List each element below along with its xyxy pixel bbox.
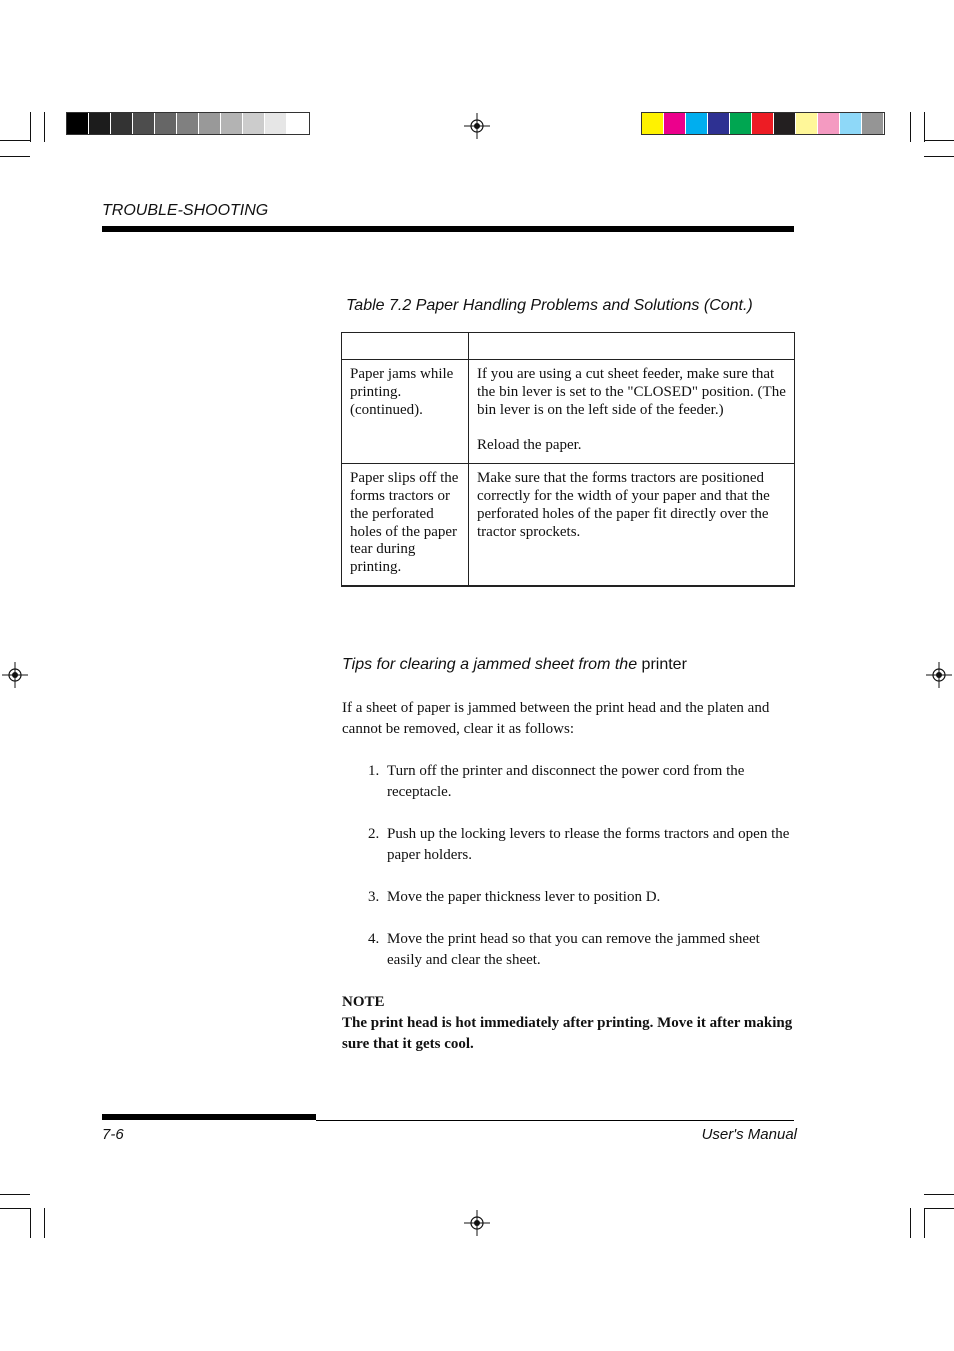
- footer-rule: [102, 1114, 316, 1120]
- step-number: 4.: [368, 931, 380, 947]
- crop-mark: [0, 156, 30, 157]
- tips-heading: [342, 656, 687, 674]
- grayscale-color-bar: [66, 112, 310, 135]
- table-header-row: [342, 333, 795, 360]
- solution-text: If you are using a cut sheet feeder, make sure that the bin lever is set to the "CLOSED" position. (The bin lever is on the left side of the feeder.): [477, 366, 786, 418]
- header-rule: [102, 226, 794, 232]
- step-text: Turn off the printer and disconnect the power cord from the receptacle.: [387, 763, 745, 800]
- solution-text: Make sure that the forms tractors are positioned correctly for the width of your paper and that the perforated holes of the paper fit directly over the tractor sprockets.: [477, 470, 770, 540]
- registration-mark-icon: [464, 113, 490, 139]
- color-swatch: [199, 113, 221, 134]
- color-swatch: [642, 113, 664, 134]
- step-text: Move the print head so that you can remove the jammed sheet easily and clear the sheet.: [387, 931, 760, 968]
- crop-mark: [924, 112, 925, 142]
- list-item: [368, 824, 798, 866]
- table-header-cell: [342, 333, 469, 360]
- step-text: Move the paper thickness lever to position D.: [387, 889, 661, 905]
- crop-mark: [44, 112, 45, 142]
- crop-mark: [924, 1208, 954, 1209]
- footer-rule: [316, 1120, 794, 1121]
- registration-mark-icon: [464, 1210, 490, 1236]
- crop-mark: [44, 1208, 45, 1238]
- color-swatch: [796, 113, 818, 134]
- color-swatch: [221, 113, 243, 134]
- color-swatch: [774, 113, 796, 134]
- process-color-bar: [641, 112, 885, 135]
- color-swatch: [133, 113, 155, 134]
- color-swatch: [89, 113, 111, 134]
- step-number: 2.: [368, 826, 380, 842]
- color-swatch: [840, 113, 862, 134]
- problems-table: [341, 332, 795, 587]
- table-row: [342, 464, 795, 586]
- crop-mark: [30, 1208, 31, 1238]
- crop-mark: [924, 140, 954, 141]
- color-swatch: [155, 113, 177, 134]
- crop-mark: [0, 1208, 30, 1209]
- list-item: [368, 887, 798, 908]
- crop-mark: [924, 1194, 954, 1195]
- manual-title: User's Manual: [701, 1126, 797, 1143]
- registration-mark-icon: [926, 662, 952, 688]
- registration-mark-icon: [2, 662, 28, 688]
- section-title: TROUBLE-SHOOTING: [102, 202, 269, 219]
- solution-text: Reload the paper.: [477, 437, 582, 454]
- color-swatch: [818, 113, 840, 134]
- color-swatch: [177, 113, 199, 134]
- color-swatch: [686, 113, 708, 134]
- color-swatch: [752, 113, 774, 134]
- step-number: 1.: [368, 763, 380, 779]
- list-item: [368, 929, 798, 971]
- step-number: 3.: [368, 889, 380, 905]
- crop-mark: [0, 140, 30, 141]
- crop-mark: [0, 1194, 30, 1195]
- solution-cell: [469, 360, 795, 464]
- tips-heading-plain: printer: [641, 656, 687, 673]
- note-label: NOTE: [342, 994, 385, 1010]
- crop-mark: [910, 1208, 911, 1238]
- problem-cell: Paper jams while printing. (continued).: [342, 360, 469, 464]
- color-swatch: [862, 113, 884, 134]
- page-number: 7-6: [102, 1126, 124, 1143]
- color-swatch: [111, 113, 133, 134]
- step-text: Push up the locking levers to rlease the forms tractors and open the paper holders.: [387, 826, 790, 863]
- crop-mark: [910, 112, 911, 142]
- color-swatch: [243, 113, 265, 134]
- crop-mark: [924, 156, 954, 157]
- color-swatch: [730, 113, 752, 134]
- color-swatch: [287, 113, 309, 134]
- crop-mark: [30, 112, 31, 142]
- crop-mark: [924, 1208, 925, 1238]
- color-swatch: [265, 113, 287, 134]
- solution-cell: [469, 464, 795, 586]
- color-swatch: [664, 113, 686, 134]
- tips-heading-italic: Tips for clearing a jammed sheet from the: [342, 656, 642, 673]
- note-text: The print head is hot immediately after printing. Move it after making sure that it gets cool.: [342, 1015, 793, 1052]
- table-caption: Table 7.2 Paper Handling Problems and Solutions (Cont.): [346, 297, 753, 314]
- table-header-cell: [469, 333, 795, 360]
- problem-cell: Paper slips off the forms tractors or the perforated holes of the paper tear during printing.: [342, 464, 469, 586]
- intro-paragraph: If a sheet of paper is jammed between the print head and the platen and cannot be removed, clear it as follows:: [342, 700, 770, 737]
- table-row: [342, 360, 795, 464]
- color-swatch: [67, 113, 89, 134]
- list-item: [368, 761, 798, 803]
- color-swatch: [708, 113, 730, 134]
